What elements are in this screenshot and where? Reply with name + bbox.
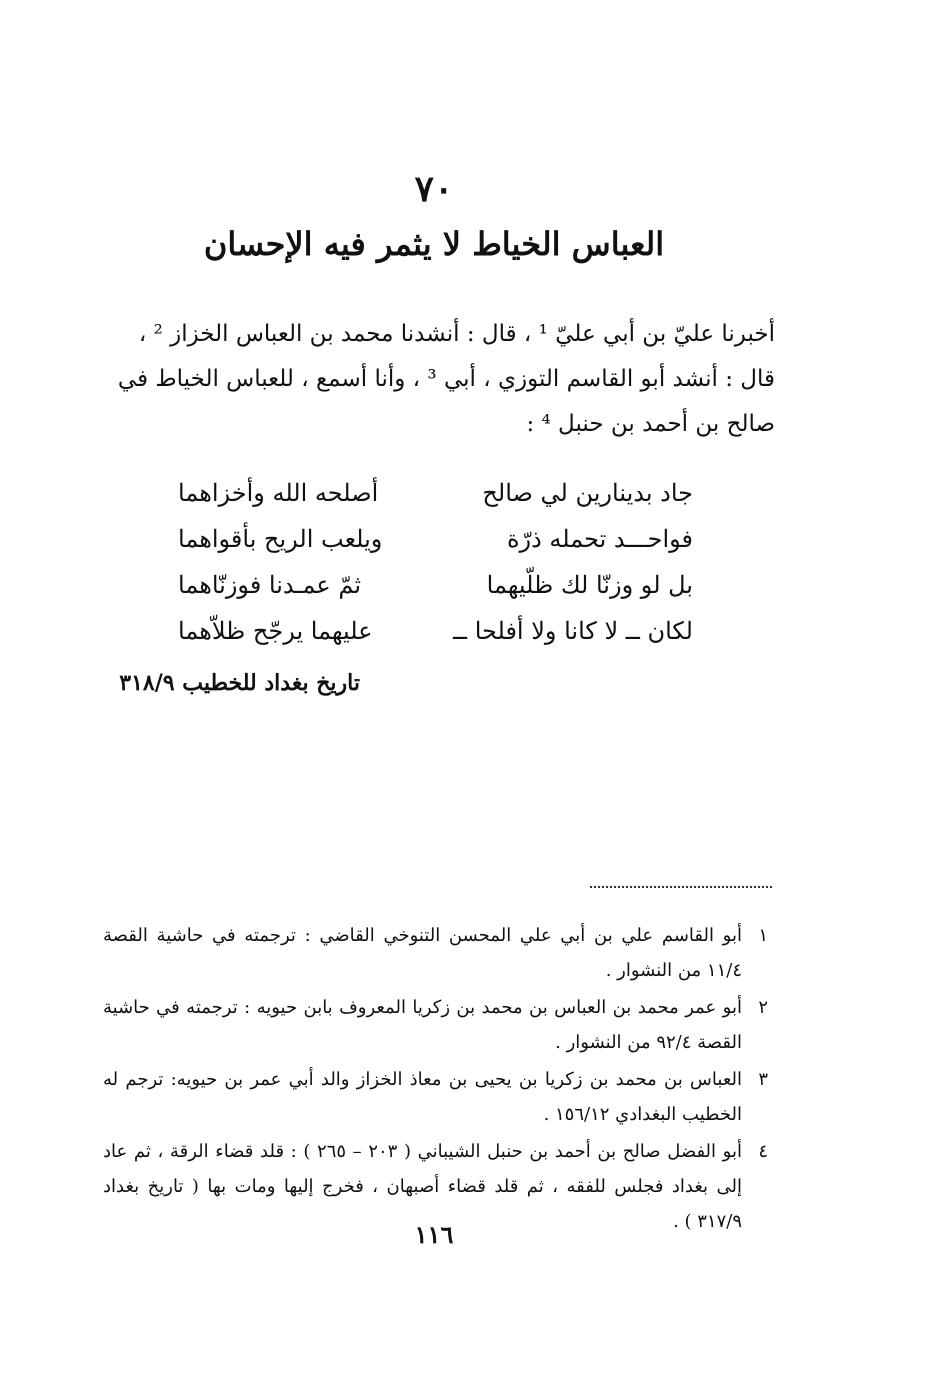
poem-verse <box>178 516 693 562</box>
poem-second-hemistich: ويلعب الريح بأقواهما <box>178 525 383 553</box>
footnote-number: ٤ <box>758 1141 768 1162</box>
poem-verse <box>178 562 693 608</box>
footnote <box>103 1062 768 1132</box>
story-number: ٧٠ <box>414 168 454 210</box>
poem-first-hemistich: جاد بدينارين لي صالح <box>482 479 693 507</box>
poem-first-hemistich: فواحـــد تحمله ذرّة <box>506 525 693 553</box>
footnote-divider <box>590 886 772 888</box>
intro-line: أخبرنا عليّ بن أبي عليّ ¹ ، قال : أنشدنا محمد بن العباس الخزاز ² ، <box>138 321 775 347</box>
footnotes <box>103 918 768 1241</box>
footnote-text: أبو عمر محمد بن العباس بن محمد بن زكريا المعروف بابن حيويه : ترجمته في حاشية القصة ٩٢/٤ من النشوار . <box>103 997 742 1053</box>
poem-verse <box>178 470 693 516</box>
poem-first-hemistich: لكان ــ لا كانا ولا أفلحا ــ <box>453 617 693 645</box>
poem <box>178 470 693 654</box>
poem-second-hemistich: ثمّ عمـدنا فوزنّاهما <box>178 571 362 599</box>
footnote-text: العباس بن محمد بن زكريا بن يحيى بن معاذ الخزاز والد أبي عمر بن حيويه: ترجم له الخطيب البغدادي ١٥٦/١٢ . <box>103 1069 742 1125</box>
footnote <box>103 918 768 988</box>
footnote-text: أبو القاسم علي بن أبي علي المحسن التنوخي القاضي : ترجمته في حاشية القصة ١١/٤ من النشوار . <box>103 925 742 981</box>
intro-paragraph <box>100 312 775 447</box>
poem-first-hemistich: بل لو وزنّا لك ظلّيهما <box>486 571 693 599</box>
footnote-number: ١ <box>758 925 768 946</box>
poem-verse <box>178 608 693 654</box>
page-number: ١١٦ <box>414 1220 454 1249</box>
source-citation: تاريخ بغداد للخطيب ٣١٨/٩ <box>119 670 360 696</box>
story-title: العباس الخياط لا يثمر فيه الإحسان <box>203 225 665 263</box>
footnote-number: ٣ <box>758 1069 768 1090</box>
footnote-number: ٢ <box>758 997 768 1018</box>
poem-second-hemistich: أصلحه الله وأخزاهما <box>178 479 379 507</box>
intro-line: صالح بن أحمد بن حنبل ⁴ : <box>526 411 775 437</box>
intro-line: قال : أنشد أبو القاسم التوزي ، أبي ³ ، وأنا أسمع ، للعباس الخياط في <box>117 366 775 392</box>
footnote <box>103 990 768 1060</box>
poem-second-hemistich: عليهما يرجّح ظلاّهما <box>178 617 373 645</box>
footnote-text: أبو الفضل صالح بن أحمد بن حنبل الشيباني ( ٢٠٣ – ٢٦٥ ) : قلد قضاء الرقة ، ثم عاد إلى بغداد فجلس للفقه ، ثم قلد قضاء أصبهان ، فخرج إليها ومات بها ( تاريخ بغداد ٣١٧/٩ ) . <box>103 1141 742 1232</box>
